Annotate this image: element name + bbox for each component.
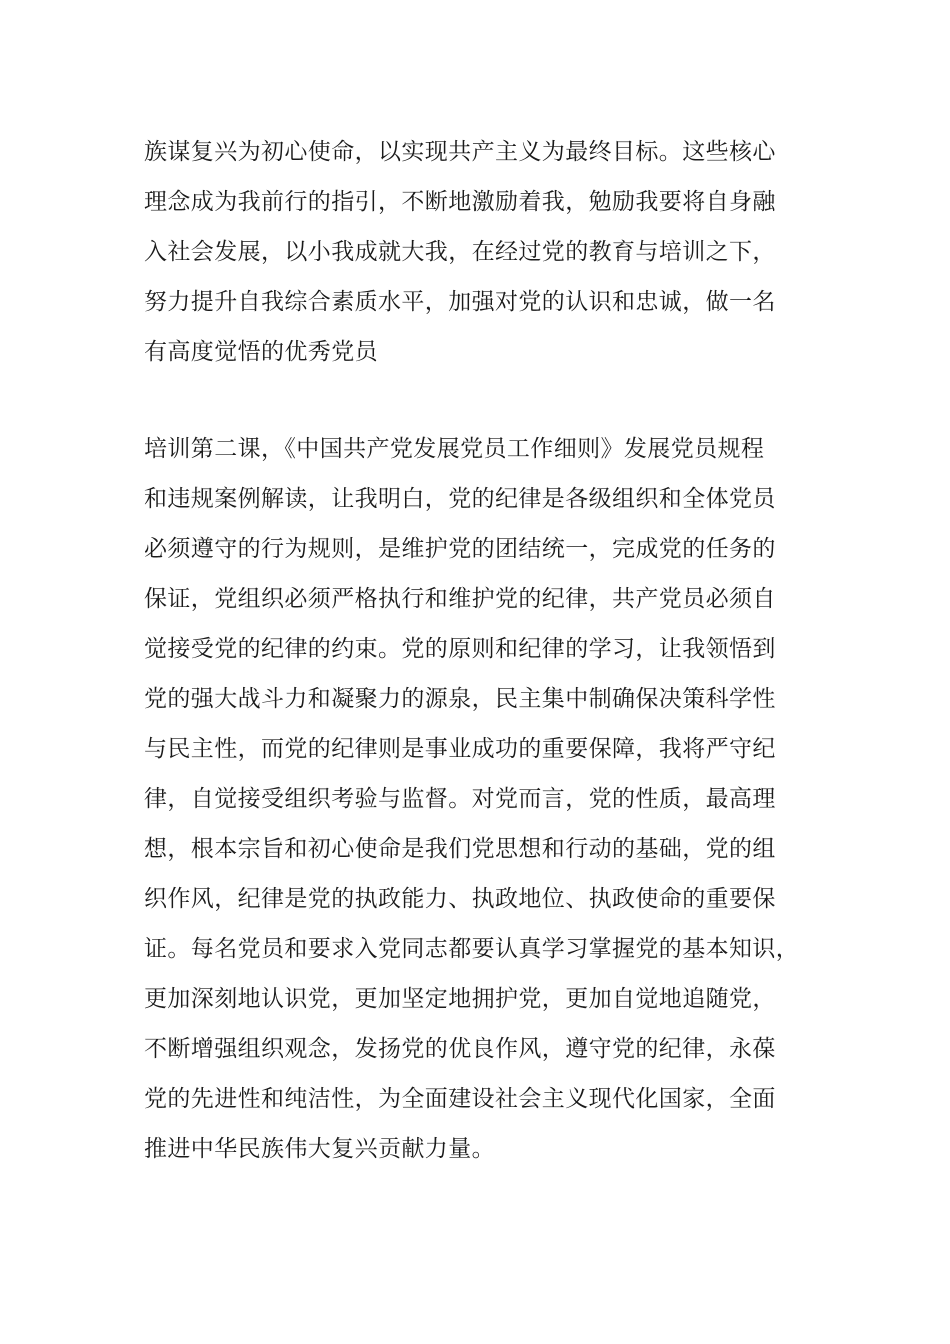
paragraph-second-lesson bbox=[144, 424, 834, 1174]
text-line: 和违规案例解读，让我明白，党的纪律是各级组织和全体党员 bbox=[144, 486, 776, 512]
text-line: 努力提升自我综合素质水平，加强对党的认识和忠诚，做一名 bbox=[144, 289, 776, 315]
text-line: 党的强大战斗力和凝聚力的源泉，民主集中制确保决策科学性 bbox=[144, 686, 776, 712]
text-line: 党的先进性和纯洁性，为全面建设社会主义现代化国家，全面 bbox=[144, 1086, 776, 1112]
text-line: 律，自觉接受组织考验与监督。对党而言，党的性质，最高理 bbox=[144, 786, 776, 812]
text-line: 与民主性，而党的纪律则是事业成功的重要保障，我将严守纪 bbox=[144, 736, 776, 762]
text-line: 不断增强组织观念，发扬党的优良作风，遵守党的纪律，永葆 bbox=[144, 1036, 776, 1062]
text-line: 理念成为我前行的指引，不断地激励着我，勉励我要将自身融 bbox=[144, 189, 776, 215]
text-line: 觉接受党的纪律的约束。党的原则和纪律的学习，让我领悟到 bbox=[144, 636, 776, 662]
paragraph-continuation bbox=[144, 127, 834, 377]
text-line: 保证，党组织必须严格执行和维护党的纪律，共产党员必须自 bbox=[144, 586, 776, 612]
text-line: 族谋复兴为初心使命，以实现共产主义为最终目标。这些核心 bbox=[144, 139, 776, 165]
text-line: 想，根本宗旨和初心使命是我们党思想和行动的基础，党的组 bbox=[144, 836, 776, 862]
text-line: 推进中华民族伟大复兴贡献力量。 bbox=[144, 1136, 495, 1162]
text-line: 证。每名党员和要求入党同志都要认真学习掌握党的基本知识， bbox=[144, 936, 800, 962]
text-line: 更加深刻地认识党，更加坚定地拥护党，更加自觉地追随党， bbox=[144, 986, 776, 1012]
text-line: 入社会发展，以小我成就大我，在经过党的教育与培训之下， bbox=[144, 239, 776, 265]
text-line: 织作风，纪律是党的执政能力、执政地位、执政使命的重要保 bbox=[144, 886, 776, 912]
text-line: 必须遵守的行为规则，是维护党的团结统一，完成党的任务的 bbox=[144, 536, 776, 562]
text-line: 培训第二课，《中国共产党发展党员工作细则》发展党员规程 bbox=[144, 436, 765, 462]
text-line: 有高度觉悟的优秀党员 bbox=[144, 339, 378, 365]
